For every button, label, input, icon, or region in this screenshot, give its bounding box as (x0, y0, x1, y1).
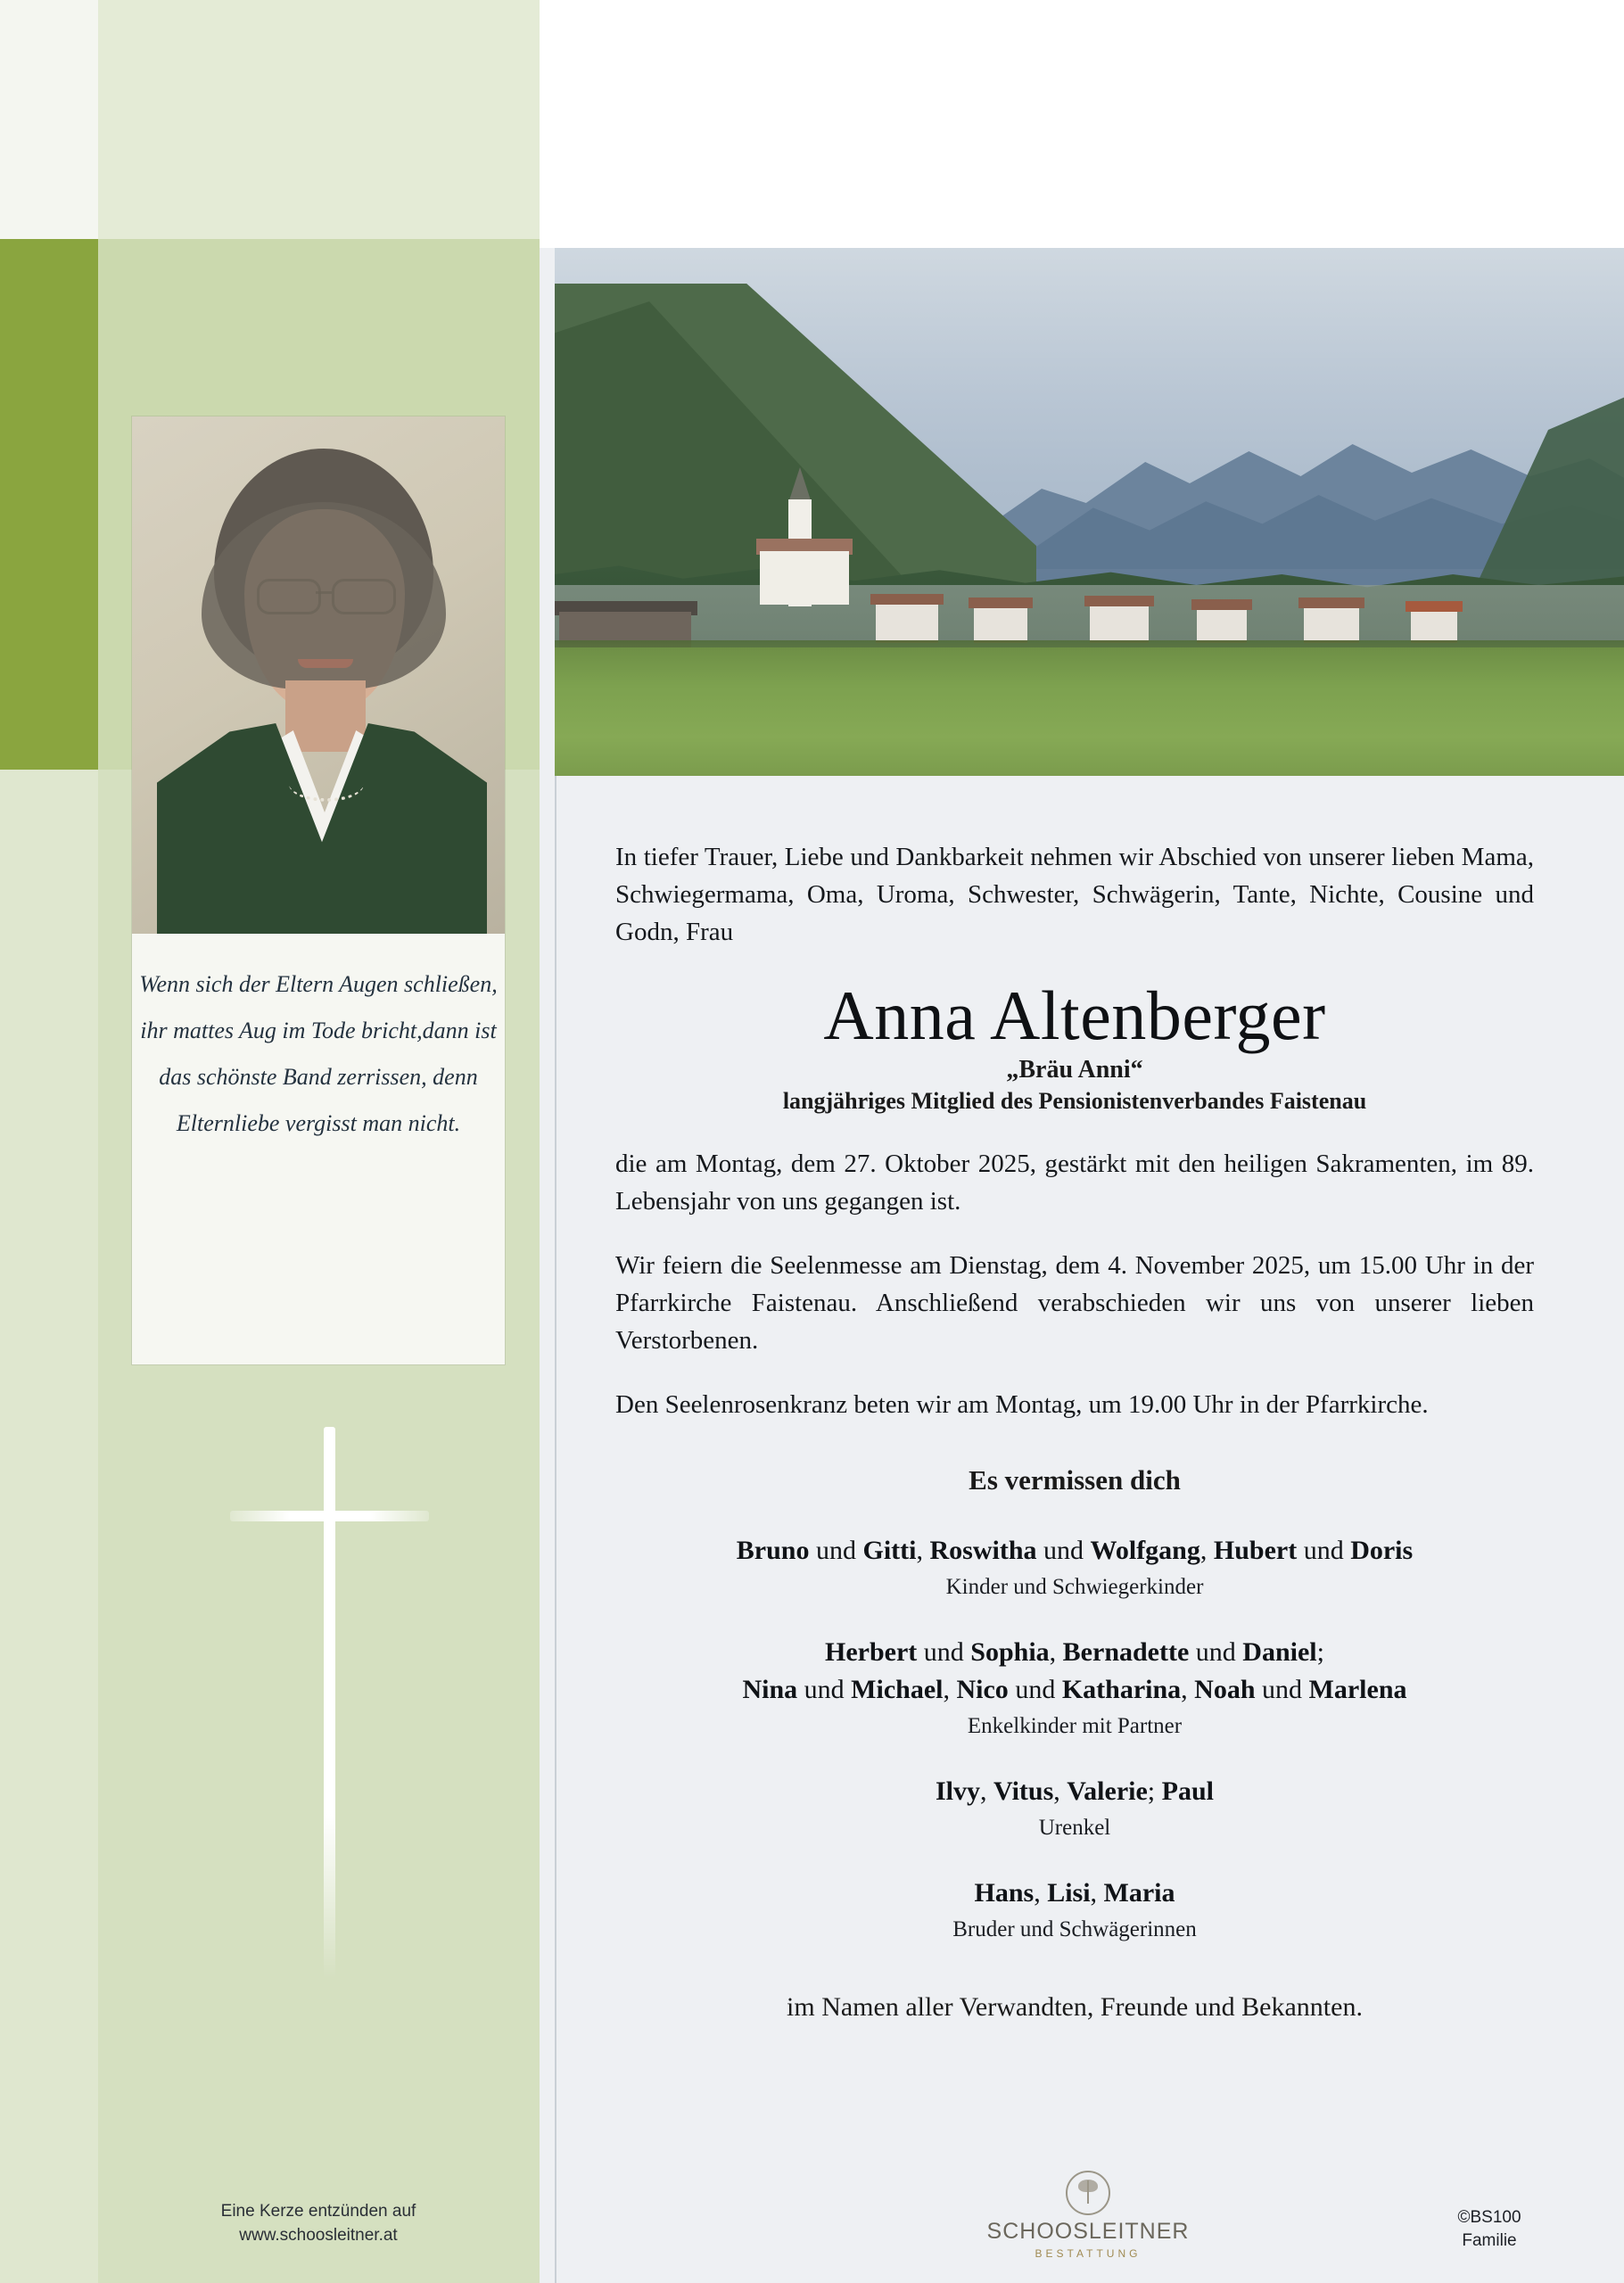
print-code-sub: Familie (1462, 2231, 1517, 2250)
mass-paragraph: Wir feiern die Seelenmesse am Dienstag, dem 4. November 2025, um 15.00 Uhr in der Pfarrkirche Faistenau. Anschließend verabschieden wir uns von unserer lieben Verstorbenen. (615, 1251, 1534, 1355)
top-light-block (98, 0, 540, 239)
family-names: Bruno und Gitti, Roswitha und Wolfgang, Hubert und Doris (736, 1536, 1414, 1565)
meadow (555, 647, 1624, 776)
house-roof (870, 594, 944, 605)
family-role: Bruder und Schwägerinnen (952, 1917, 1197, 1941)
house (974, 606, 1027, 643)
top-right-white-block (540, 0, 1624, 248)
family-role: Kinder und Schwiegerkinder (945, 1575, 1204, 1599)
pearl-necklace (289, 766, 364, 802)
landscape-photo (555, 248, 1624, 776)
mouth (298, 659, 353, 668)
portrait-photo (132, 416, 505, 934)
family-names: Herbert und Sophia, Bernadette und Daniel; Nina und Michael, Nico und Katharina, Noah und Marlena (742, 1637, 1407, 1704)
cross-icon (324, 1427, 335, 1980)
house (1304, 606, 1359, 643)
house-roof (1406, 601, 1463, 612)
church-body (760, 551, 849, 605)
dark-olive-block (0, 239, 98, 770)
glasses-right-lens (332, 579, 396, 614)
family-role: Urenkel (1038, 1816, 1111, 1840)
flower-icon (1066, 2171, 1110, 2215)
candle-link-block[interactable] (132, 2199, 505, 2247)
candle-website-link[interactable]: www.schoosleitner.at (239, 2226, 398, 2245)
memorial-quote: Wenn sich der Eltern Augen schließen, ihr mattes Aug im Tode bricht,dann ist das schönste Band zerrissen, denn Elternliebe vergisst man nicht. (139, 971, 498, 1136)
family-names: Hans, Lisi, Maria (974, 1878, 1175, 1908)
house (1411, 610, 1457, 643)
intro-paragraph: In tiefer Trauer, Liebe und Dankbarkeit nehmen wir Abschied von unserer lieben Mama, Schwiegermama, Oma, Uroma, Schwester, Schwägerin, Tante, Nichte, Cousine und Godn, Frau (615, 843, 1534, 946)
company-name: SCHOOSLEITNER (986, 2219, 1190, 2244)
house-roof (1191, 599, 1252, 610)
deceased-nickname: „Bräu Anni“ (1006, 1056, 1143, 1084)
family-group (615, 1875, 1534, 1946)
candle-line-1: Eine Kerze entzünden auf (220, 2202, 416, 2221)
house (876, 603, 938, 643)
company-subtitle: BESTATTUNG (1035, 2247, 1142, 2260)
print-code-block (1391, 2206, 1587, 2253)
death-paragraph: die am Montag, dem 27. Oktober 2025, gestärkt mit den heiligen Sakramenten, im 89. Lebensjahr von uns gegangen ist. (615, 1150, 1534, 1216)
obituary-text (615, 838, 1534, 2023)
house (1090, 605, 1149, 643)
membership-line: langjähriges Mitglied des Pensionistenverbandes Faistenau (782, 1088, 1367, 1114)
house-roof (1084, 596, 1154, 606)
house-roof (969, 598, 1033, 608)
closing-line: im Namen aller Verwandten, Freunde und Bekannten. (787, 1992, 1363, 2022)
house-roof (1298, 598, 1364, 608)
glasses-bridge (316, 591, 332, 594)
family-group (615, 1634, 1534, 1743)
family-names: Ilvy, Vitus, Valerie; Paul (936, 1776, 1214, 1806)
print-code: ©BS100 (1457, 2208, 1521, 2227)
glasses-left-lens (257, 579, 321, 614)
missing-you-heading: Es vermissen dich (969, 1464, 1181, 1496)
deceased-name: Anna Altenberger (823, 977, 1326, 1054)
cross-icon-crossbar (230, 1511, 429, 1521)
family-group (615, 1532, 1534, 1603)
family-group (615, 1773, 1534, 1844)
rosary-paragraph: Den Seelenrosenkranz beten wir am Montag, um 19.00 Uhr in der Pfarrkirche. (615, 1390, 1429, 1419)
family-role: Enkelkinder mit Partner (967, 1714, 1183, 1738)
funeral-home-logo (963, 2171, 1213, 2260)
house (1197, 608, 1247, 643)
top-left-white-block (0, 0, 98, 239)
